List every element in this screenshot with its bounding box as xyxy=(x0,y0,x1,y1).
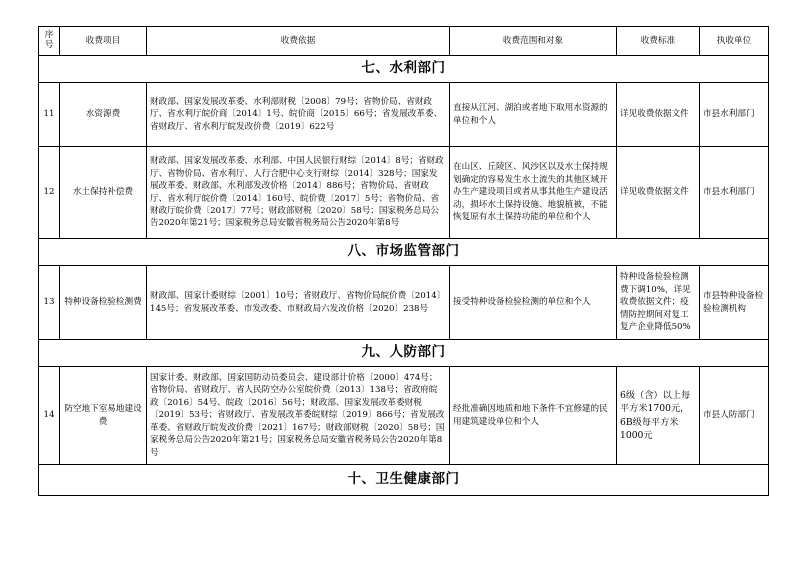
fee-table xyxy=(38,26,769,496)
header-no: 序号 xyxy=(39,27,60,56)
header-item: 收费项目 xyxy=(60,27,147,56)
fee-standard: 详见收费依据文件 xyxy=(617,83,700,147)
fee-item: 水资源费 xyxy=(60,83,147,147)
section-row xyxy=(39,239,769,266)
fee-scope: 直接从江河、湖泊或者地下取用水资源的单位和个人 xyxy=(450,83,617,147)
section-title-civil-defense: 九、人防部门 xyxy=(39,340,769,367)
collecting-unit: 市县水利部门 xyxy=(700,147,769,239)
section-row xyxy=(39,56,769,83)
row-number: 14 xyxy=(39,367,60,465)
header-row xyxy=(39,27,769,56)
header-unit: 执收单位 xyxy=(700,27,769,56)
fee-item: 防空地下室易地建设费 xyxy=(60,367,147,465)
fee-basis: 财政部、国家发展改革委、水利部财税〔2008〕79号；省物价局、省财政厅、省水利厅皖价商〔2014〕1号、皖价商〔2015〕66号；省发展改革委、省财政厅、省水利厅皖发改价费〔2019〕622号 xyxy=(147,83,450,147)
fee-basis: 财政部、国家计委财综〔2001〕10号；省财政厅、省物价局皖价费〔2014〕145号；省发展改革委、市发改委、市财政局六发改价格〔2020〕238号 xyxy=(147,266,450,340)
header-standard: 收费标准 xyxy=(617,27,700,56)
table-row xyxy=(39,83,769,147)
row-number: 13 xyxy=(39,266,60,340)
section-title-health: 十、卫生健康部门 xyxy=(39,465,769,496)
fee-standard: 特种设备检验检测费下调10%，详见收费依据文件；疫情防控期间对复工复产企业降低50% xyxy=(617,266,700,340)
table-row xyxy=(39,147,769,239)
fee-item: 水土保持补偿费 xyxy=(60,147,147,239)
fee-basis: 国家计委、财政部、国家国防动员委员会、建设部计价格〔2000〕474号；省物价局、省财政厅、省人民防空办公室皖价费〔2013〕138号；省政府皖政〔2016〕54号、皖政〔2016〕56号；财政部、国家发展改革委财税〔2019〕53号；省财政厅、省发展改革委皖财综〔2019〕866号；省发展改革委、省财政厅皖发改价费〔2021〕167号；财政部财税〔2020〕58号；国家税务总局公告2020年第21号；国家税务总局安徽省税务局公告2020年第8号 xyxy=(147,367,450,465)
header-scope: 收费范围和对象 xyxy=(450,27,617,56)
section-title-water: 七、水利部门 xyxy=(39,56,769,83)
section-title-market: 八、市场监管部门 xyxy=(39,239,769,266)
fee-scope: 在山区、丘陵区、风沙区以及水土保持规划确定的容易发生水土流失的其他区域开办生产建设项目或者从事其他生产建设活动，损坏水土保持设施、地貌植被，不能恢复原有水土保持功能的单位和个人 xyxy=(450,147,617,239)
collecting-unit: 市县水利部门 xyxy=(700,83,769,147)
row-number: 11 xyxy=(39,83,60,147)
table-row xyxy=(39,367,769,465)
fee-scope: 经批准确因地质和地下条件不宜修建的民用建筑建设单位和个人 xyxy=(450,367,617,465)
collecting-unit: 市县特种设备检验检测机构 xyxy=(700,266,769,340)
fee-item: 特种设备检验检测费 xyxy=(60,266,147,340)
row-number: 12 xyxy=(39,147,60,239)
collecting-unit: 市县人防部门 xyxy=(700,367,769,465)
fee-scope: 接受特种设备检验检测的单位和个人 xyxy=(450,266,617,340)
header-basis: 收费依据 xyxy=(147,27,450,56)
fee-standard: 详见收费依据文件 xyxy=(617,147,700,239)
table-row xyxy=(39,266,769,340)
section-row xyxy=(39,340,769,367)
fee-standard: 6级（含）以上每平方米1700元，6B级每平方米1000元 xyxy=(617,367,700,465)
fee-basis: 财政部、国家发展改革委、水利部、中国人民银行财综〔2014〕8号；省财政厅、省物价局、省水利厅、人行合肥中心支行财综〔2014〕328号；国家发展改革委、财政部、水利部发改价格〔2014〕886号；省物价局、省财政厅、省水利厅皖价费〔2014〕160号、皖价费〔2017〕5号；省物价局、省财政厅皖价费〔2017〕77号；财政部财税〔2020〕58号；国家税务总局公告2020年第21号；国家税务总局安徽省税务局公告2020年第8号 xyxy=(147,147,450,239)
section-row xyxy=(39,465,769,496)
fee-table-page xyxy=(38,26,768,496)
